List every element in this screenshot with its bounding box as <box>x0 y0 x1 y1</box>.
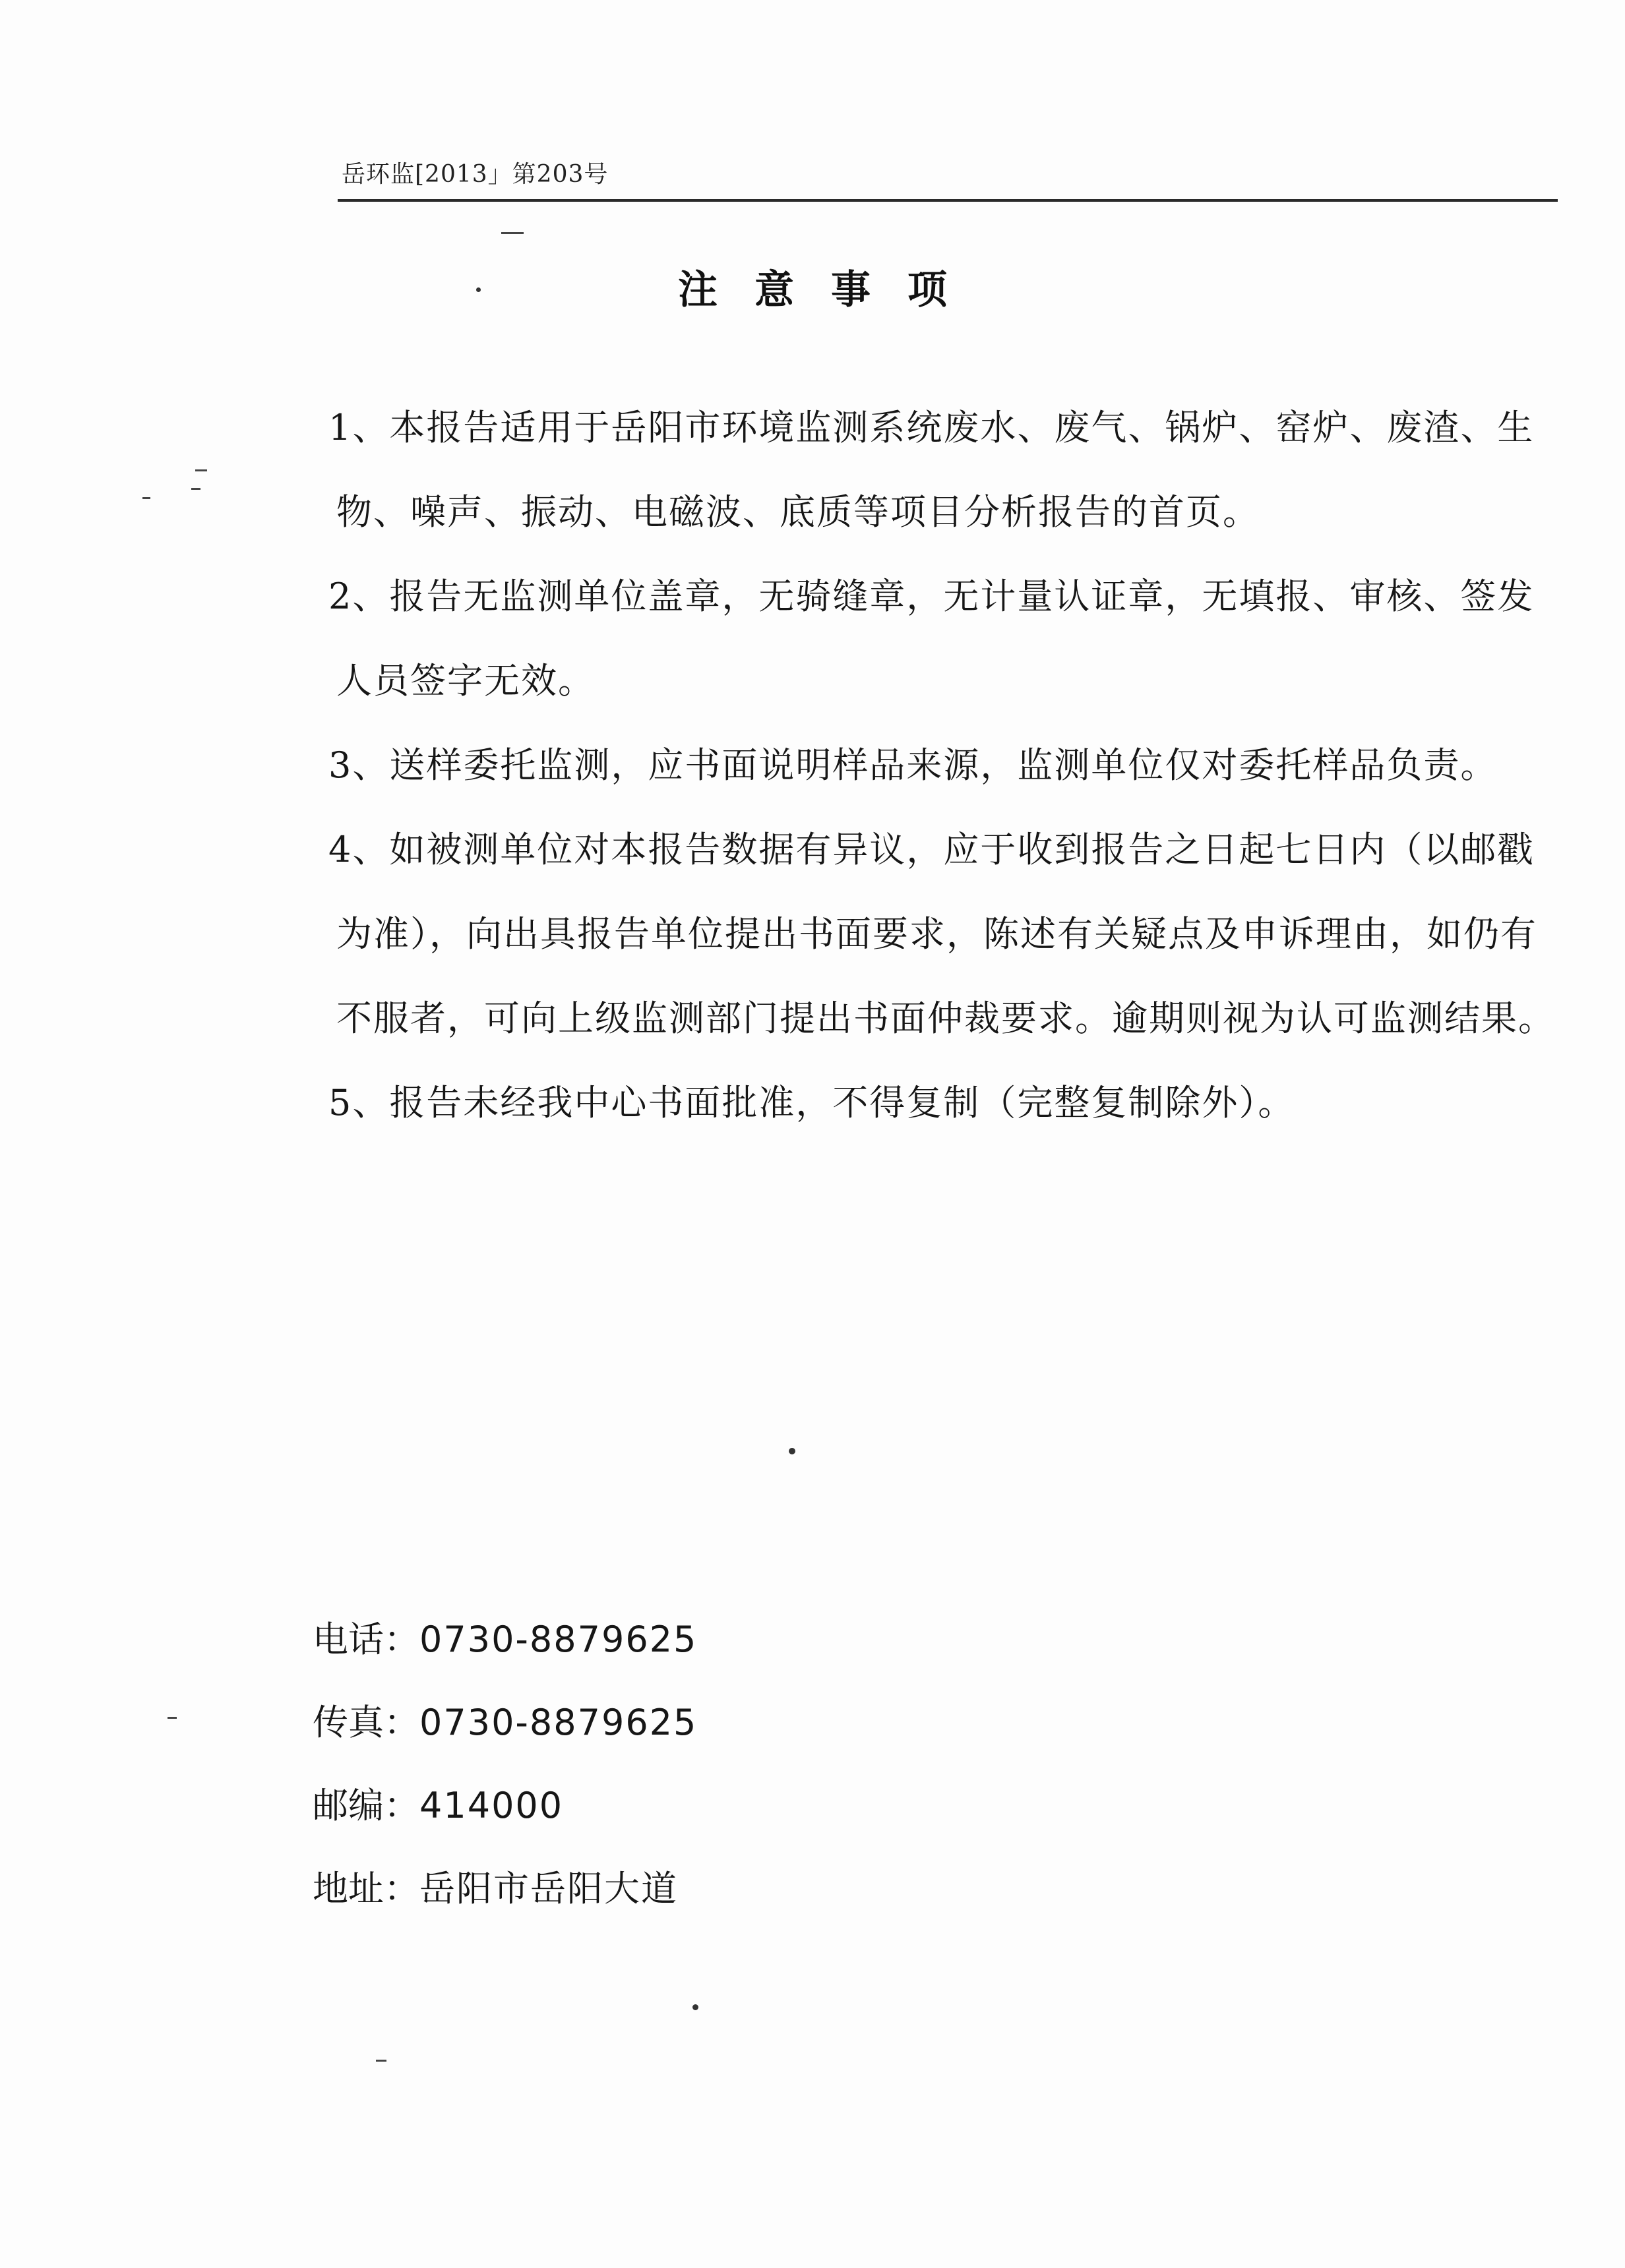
contact-address-value: 岳阳市岳阳大道 <box>419 1868 678 1909</box>
contact-postcode-label: 邮编： <box>313 1785 419 1826</box>
note-item <box>328 1061 1548 1145</box>
contact-postcode-value: 414000 <box>419 1785 564 1826</box>
header-rule <box>338 199 1558 202</box>
note-line: 4、如被测单位对本报告数据有异议，应于收到报告之日起七日内（以邮戳 <box>328 829 1535 870</box>
scan-speck <box>476 287 481 292</box>
contact-fax-value: 0730-8879625 <box>419 1702 698 1743</box>
contact-phone-label: 电话： <box>313 1619 419 1660</box>
scan-mark <box>168 1717 177 1719</box>
document-number: 岳环监[2013」第203号 <box>342 161 609 188</box>
note-line: 不服者，可向上级监测部门提出书面仲裁要求。逾期则视为认可监测结果。 <box>336 998 1555 1039</box>
notes-list <box>328 386 1555 1145</box>
page-title: 注意事项 <box>678 267 984 313</box>
scan-speck <box>789 1448 795 1454</box>
note-line: 人员签字无效。 <box>336 660 595 701</box>
note-item <box>328 554 1548 723</box>
scan-mark <box>376 2060 386 2062</box>
note-line: 为准），向出具报告单位提出书面要求，陈述有关疑点及申诉理由，如仍有 <box>336 913 1537 955</box>
scan-mark <box>195 469 207 471</box>
contact-fax <box>313 1681 697 1764</box>
note-line: 5、报告未经我中心书面批准，不得复制（完整复制除外）。 <box>328 1082 1295 1123</box>
note-line: 物、噪声、振动、电磁波、底质等项目分析报告的首页。 <box>336 491 1260 533</box>
scan-mark <box>191 488 200 490</box>
scan-mark <box>501 232 524 234</box>
note-line: 2、报告无监测单位盖章，无骑缝章，无计量认证章，无填报、审核、签发 <box>328 576 1535 617</box>
contact-phone <box>313 1598 697 1681</box>
scan-speck <box>692 2004 698 2010</box>
contact-fax-label: 传真： <box>313 1702 419 1743</box>
scan-mark <box>142 497 150 499</box>
note-line: 3、送样委托监测，应书面说明样品来源，监测单位仅对委托样品负责。 <box>328 744 1498 786</box>
note-item <box>328 386 1548 554</box>
contact-block <box>313 1598 697 1930</box>
contact-address <box>313 1847 697 1930</box>
note-item <box>328 808 1555 1061</box>
contact-phone-value: 0730-8879625 <box>419 1619 698 1660</box>
note-line: 1、本报告适用于岳阳市环境监测系统废水、废气、锅炉、窑炉、废渣、生 <box>328 407 1535 448</box>
contact-address-label: 地址： <box>313 1868 419 1909</box>
contact-postcode <box>313 1764 697 1847</box>
note-item <box>328 723 1548 808</box>
